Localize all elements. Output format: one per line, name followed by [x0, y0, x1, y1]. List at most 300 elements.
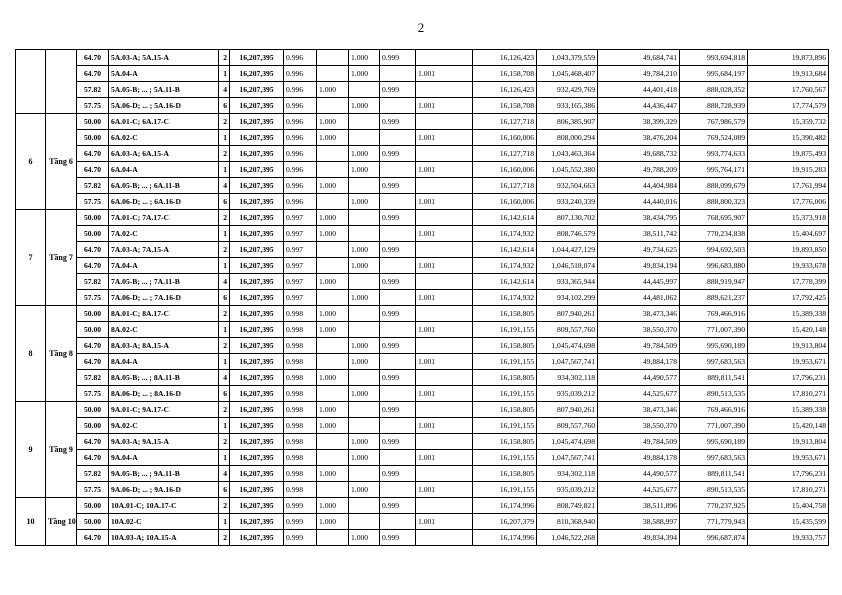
coef-type-cell: 1.000	[349, 258, 380, 274]
total-before-vat-cell: 808,749,821	[537, 498, 598, 514]
land-use-fee-cell: 38,511,742	[598, 226, 680, 242]
coef-type-cell	[349, 82, 380, 98]
area-cell: 64.70	[77, 434, 109, 450]
price-excl-fee-cell: 771,007,390	[680, 418, 748, 434]
table-row	[16, 226, 829, 242]
coef-floor-cell: 0.998	[284, 466, 317, 482]
price-excl-fee-cell: 771,779,943	[680, 514, 748, 530]
price-excl-fee-cell: 889,811,541	[680, 466, 748, 482]
coef-floor-cell: 0.997	[284, 226, 317, 242]
coef-type-cell	[349, 274, 380, 290]
coef-position-cell	[380, 322, 416, 338]
price-excl-fee-cell: 888,099,679	[680, 178, 748, 194]
unit-price-cell: 16,126,423	[473, 50, 537, 66]
price-excl-fee-cell: 771,007,390	[680, 322, 748, 338]
table-row	[16, 242, 829, 258]
base-price-cell: 16,207,395	[230, 274, 284, 290]
quantity-cell: 4	[219, 466, 230, 482]
price-excl-fee-cell: 888,028,352	[680, 82, 748, 98]
coef-type-cell	[349, 178, 380, 194]
coef-type-cell: 1.000	[349, 290, 380, 306]
unit-codes-cell: 6A.02-C	[109, 130, 219, 146]
unit-price-cell: 16,127,718	[473, 178, 537, 194]
unit-price-cell: 16,158,805	[473, 466, 537, 482]
area-cell: 57.75	[77, 194, 109, 210]
coef-type-cell: 1.000	[349, 162, 380, 178]
maintenance-fee-cell: 15,390,482	[748, 130, 829, 146]
total-before-vat-cell: 935,039,212	[537, 386, 598, 402]
price-excl-fee-cell: 995,690,189	[680, 338, 748, 354]
coef-view-cell	[317, 530, 349, 546]
base-price-cell: 16,207,395	[230, 178, 284, 194]
area-cell: 57.82	[77, 466, 109, 482]
base-price-cell: 16,207,395	[230, 146, 284, 162]
coef-view-cell: 1.000	[317, 514, 349, 530]
land-use-fee-cell: 44,440,016	[598, 194, 680, 210]
coef-type-cell	[349, 322, 380, 338]
total-before-vat-cell: 807,940,261	[537, 306, 598, 322]
unit-codes-cell: 7A.02-C	[109, 226, 219, 242]
total-before-vat-cell: 934,102,299	[537, 290, 598, 306]
total-before-vat-cell: 1,045,474,698	[537, 434, 598, 450]
quantity-cell: 2	[219, 50, 230, 66]
table-row	[16, 82, 829, 98]
coef-type-cell: 1.000	[349, 386, 380, 402]
maintenance-fee-cell: 19,913,804	[748, 434, 829, 450]
total-before-vat-cell: 810,368,940	[537, 514, 598, 530]
coef-type-cell	[349, 498, 380, 514]
quantity-cell: 1	[219, 258, 230, 274]
coef-position-cell: 0.999	[380, 274, 416, 290]
quantity-cell: 1	[219, 322, 230, 338]
coef-corner-cell: 1.001	[416, 162, 473, 178]
coef-floor-cell: 0.996	[284, 50, 317, 66]
unit-codes-cell: 7A.05-B; ... ; 7A.11-B	[109, 274, 219, 290]
coef-corner-cell: 1.001	[416, 66, 473, 82]
area-cell: 64.70	[77, 66, 109, 82]
area-cell: 57.75	[77, 482, 109, 498]
base-price-cell: 16,207,395	[230, 354, 284, 370]
base-price-cell: 16,207,395	[230, 466, 284, 482]
unit-price-cell: 16,158,708	[473, 66, 537, 82]
maintenance-fee-cell: 15,389,338	[748, 306, 829, 322]
coef-floor-cell: 0.998	[284, 450, 317, 466]
maintenance-fee-cell: 19,915,283	[748, 162, 829, 178]
unit-price-cell: 16,158,805	[473, 402, 537, 418]
base-price-cell: 16,207,395	[230, 114, 284, 130]
total-before-vat-cell: 1,043,463,364	[537, 146, 598, 162]
floor-label-cell: Tầng 9	[46, 402, 77, 498]
total-before-vat-cell: 1,044,427,129	[537, 242, 598, 258]
area-cell: 50.00	[77, 514, 109, 530]
coef-position-cell: 0.999	[380, 370, 416, 386]
price-excl-fee-cell: 769,466,916	[680, 306, 748, 322]
total-before-vat-cell: 935,039,212	[537, 482, 598, 498]
table-row	[16, 386, 829, 402]
coef-corner-cell	[416, 530, 473, 546]
maintenance-fee-cell: 19,953,671	[748, 450, 829, 466]
quantity-cell: 2	[219, 242, 230, 258]
coef-corner-cell	[416, 114, 473, 130]
coef-position-cell	[380, 194, 416, 210]
unit-codes-cell: 5A.03-A; 5A.15-A	[109, 50, 219, 66]
coef-view-cell	[317, 194, 349, 210]
unit-price-cell: 16,160,006	[473, 194, 537, 210]
coef-corner-cell: 1.001	[416, 98, 473, 114]
maintenance-fee-cell: 15,373,918	[748, 210, 829, 226]
price-excl-fee-cell: 889,621,237	[680, 290, 748, 306]
coef-floor-cell: 0.997	[284, 274, 317, 290]
unit-price-cell: 16,174,932	[473, 226, 537, 242]
total-before-vat-cell: 933,165,386	[537, 98, 598, 114]
unit-price-cell: 16,158,805	[473, 338, 537, 354]
area-cell: 50.00	[77, 498, 109, 514]
floor-number-cell: 6	[16, 114, 46, 210]
coef-corner-cell	[416, 146, 473, 162]
table-row	[16, 66, 829, 82]
total-before-vat-cell: 808,000,294	[537, 130, 598, 146]
total-before-vat-cell: 808,746,579	[537, 226, 598, 242]
maintenance-fee-cell: 17,796,231	[748, 370, 829, 386]
table-row	[16, 210, 829, 226]
base-price-cell: 16,207,395	[230, 322, 284, 338]
land-use-fee-cell: 49,734,625	[598, 242, 680, 258]
coef-type-cell: 1.000	[349, 194, 380, 210]
unit-codes-cell: 5A.05-B; ... ; 5A.11-B	[109, 82, 219, 98]
base-price-cell: 16,207,395	[230, 226, 284, 242]
coef-floor-cell: 0.998	[284, 338, 317, 354]
quantity-cell: 4	[219, 82, 230, 98]
coef-position-cell: 0.999	[380, 178, 416, 194]
price-excl-fee-cell: 767,986,579	[680, 114, 748, 130]
area-cell: 64.70	[77, 146, 109, 162]
table-row	[16, 146, 829, 162]
unit-price-cell: 16,191,155	[473, 450, 537, 466]
coef-floor-cell: 0.998	[284, 402, 317, 418]
floor-label-cell: Tầng 10	[46, 498, 77, 546]
land-use-fee-cell: 38,550,370	[598, 418, 680, 434]
price-excl-fee-cell: 888,728,939	[680, 98, 748, 114]
area-cell: 57.82	[77, 178, 109, 194]
price-excl-fee-cell: 994,692,503	[680, 242, 748, 258]
unit-price-cell: 16,158,805	[473, 306, 537, 322]
total-before-vat-cell: 1,047,567,741	[537, 354, 598, 370]
coef-position-cell: 0.999	[380, 242, 416, 258]
unit-price-cell: 16,174,932	[473, 258, 537, 274]
maintenance-fee-cell: 19,875,493	[748, 146, 829, 162]
coef-view-cell: 1.000	[317, 226, 349, 242]
unit-codes-cell: 6A.04-A	[109, 162, 219, 178]
unit-codes-cell: 6A.01-C; 6A.17-C	[109, 114, 219, 130]
price-excl-fee-cell: 890,513,535	[680, 482, 748, 498]
unit-price-cell: 16,142,614	[473, 274, 537, 290]
coef-view-cell	[317, 290, 349, 306]
coef-type-cell: 1.000	[349, 530, 380, 546]
total-before-vat-cell: 806,385,907	[537, 114, 598, 130]
coef-type-cell	[349, 114, 380, 130]
land-use-fee-cell: 44,490,577	[598, 370, 680, 386]
coef-position-cell	[380, 98, 416, 114]
area-cell: 64.70	[77, 450, 109, 466]
land-use-fee-cell: 38,476,204	[598, 130, 680, 146]
base-price-cell: 16,207,395	[230, 290, 284, 306]
coef-position-cell: 0.999	[380, 466, 416, 482]
quantity-cell: 2	[219, 434, 230, 450]
land-use-fee-cell: 44,404,984	[598, 178, 680, 194]
area-cell: 64.70	[77, 530, 109, 546]
unit-codes-cell: 9A.06-D; ... ; 9A.16-D	[109, 482, 219, 498]
area-cell: 57.82	[77, 370, 109, 386]
quantity-cell: 2	[219, 114, 230, 130]
coef-view-cell: 1.000	[317, 402, 349, 418]
floor-number-cell: 9	[16, 402, 46, 498]
coef-type-cell	[349, 418, 380, 434]
area-cell: 64.70	[77, 338, 109, 354]
table-row	[16, 370, 829, 386]
total-before-vat-cell: 807,940,261	[537, 402, 598, 418]
coef-floor-cell: 0.997	[284, 210, 317, 226]
coef-view-cell: 1.000	[317, 82, 349, 98]
unit-codes-cell: 6A.03-A; 6A.15-A	[109, 146, 219, 162]
coef-view-cell: 1.000	[317, 498, 349, 514]
coef-type-cell: 1.000	[349, 242, 380, 258]
coef-corner-cell: 1.001	[416, 450, 473, 466]
unit-codes-cell: 6A.06-D; ... ; 6A.16-D	[109, 194, 219, 210]
coef-position-cell	[380, 482, 416, 498]
table-row	[16, 194, 829, 210]
coef-corner-cell	[416, 338, 473, 354]
land-use-fee-cell: 44,436,447	[598, 98, 680, 114]
land-use-fee-cell: 49,788,209	[598, 162, 680, 178]
base-price-cell: 16,207,395	[230, 370, 284, 386]
page-number: 2	[417, 20, 425, 35]
land-use-fee-cell: 49,834,194	[598, 258, 680, 274]
coef-floor-cell: 0.998	[284, 354, 317, 370]
coef-corner-cell	[416, 242, 473, 258]
coef-view-cell	[317, 146, 349, 162]
coef-type-cell: 1.000	[349, 450, 380, 466]
maintenance-fee-cell: 17,776,006	[748, 194, 829, 210]
apartment-price-table	[15, 49, 829, 546]
price-excl-fee-cell: 890,513,535	[680, 386, 748, 402]
area-cell: 50.00	[77, 402, 109, 418]
total-before-vat-cell: 807,130,702	[537, 210, 598, 226]
land-use-fee-cell: 49,884,178	[598, 354, 680, 370]
land-use-fee-cell: 49,784,509	[598, 338, 680, 354]
land-use-fee-cell: 38,399,329	[598, 114, 680, 130]
base-price-cell: 16,207,395	[230, 210, 284, 226]
unit-price-cell: 16,191,155	[473, 482, 537, 498]
land-use-fee-cell: 49,784,210	[598, 66, 680, 82]
maintenance-fee-cell: 17,774,579	[748, 98, 829, 114]
coef-position-cell: 0.999	[380, 338, 416, 354]
land-use-fee-cell: 49,884,178	[598, 450, 680, 466]
coef-type-cell: 1.000	[349, 66, 380, 82]
coef-corner-cell	[416, 466, 473, 482]
coef-corner-cell	[416, 402, 473, 418]
table-row	[16, 98, 829, 114]
base-price-cell: 16,207,395	[230, 402, 284, 418]
price-excl-fee-cell: 995,764,171	[680, 162, 748, 178]
land-use-fee-cell: 38,511,896	[598, 498, 680, 514]
table-row	[16, 466, 829, 482]
base-price-cell: 16,207,395	[230, 66, 284, 82]
coef-view-cell: 1.000	[317, 322, 349, 338]
land-use-fee-cell: 49,834,394	[598, 530, 680, 546]
total-before-vat-cell: 933,240,339	[537, 194, 598, 210]
maintenance-fee-cell: 15,404,697	[748, 226, 829, 242]
coef-view-cell	[317, 258, 349, 274]
unit-codes-cell: 7A.06-D; ... ; 7A.16-D	[109, 290, 219, 306]
base-price-cell: 16,207,395	[230, 162, 284, 178]
coef-corner-cell	[416, 306, 473, 322]
coef-corner-cell: 1.001	[416, 482, 473, 498]
table-row	[16, 290, 829, 306]
price-excl-fee-cell: 769,524,089	[680, 130, 748, 146]
area-cell: 64.70	[77, 50, 109, 66]
coef-corner-cell: 1.001	[416, 418, 473, 434]
unit-codes-cell: 8A.06-D; ... ; 8A.16-D	[109, 386, 219, 402]
maintenance-fee-cell: 15,435,599	[748, 514, 829, 530]
quantity-cell: 1	[219, 514, 230, 530]
coef-view-cell	[317, 162, 349, 178]
total-before-vat-cell: 1,046,522,268	[537, 530, 598, 546]
maintenance-fee-cell: 19,933,678	[748, 258, 829, 274]
coef-corner-cell: 1.001	[416, 130, 473, 146]
coef-view-cell: 1.000	[317, 114, 349, 130]
unit-codes-cell: 8A.04-A	[109, 354, 219, 370]
coef-corner-cell	[416, 498, 473, 514]
price-excl-fee-cell: 768,695,907	[680, 210, 748, 226]
maintenance-fee-cell: 17,810,271	[748, 386, 829, 402]
base-price-cell: 16,207,395	[230, 418, 284, 434]
coef-floor-cell: 0.998	[284, 434, 317, 450]
coef-type-cell	[349, 226, 380, 242]
coef-view-cell: 1.000	[317, 178, 349, 194]
area-cell: 64.70	[77, 162, 109, 178]
area-cell: 64.70	[77, 242, 109, 258]
price-excl-fee-cell: 997,683,563	[680, 354, 748, 370]
land-use-fee-cell: 49,684,741	[598, 50, 680, 66]
price-excl-fee-cell: 770,234,838	[680, 226, 748, 242]
area-cell: 50.00	[77, 322, 109, 338]
unit-price-cell: 16,191,155	[473, 386, 537, 402]
area-cell: 57.82	[77, 274, 109, 290]
coef-position-cell: 0.999	[380, 146, 416, 162]
coef-corner-cell: 1.001	[416, 514, 473, 530]
coef-floor-cell: 0.998	[284, 418, 317, 434]
unit-codes-cell: 8A.03-A; 8A.15-A	[109, 338, 219, 354]
unit-price-cell: 16,142,614	[473, 242, 537, 258]
floor-label-cell: Tầng 6	[46, 114, 77, 210]
area-cell: 50.00	[77, 226, 109, 242]
area-cell: 50.00	[77, 114, 109, 130]
quantity-cell: 6	[219, 98, 230, 114]
coef-corner-cell	[416, 210, 473, 226]
coef-type-cell: 1.000	[349, 354, 380, 370]
unit-price-cell: 16,158,805	[473, 370, 537, 386]
coef-type-cell: 1.000	[349, 434, 380, 450]
floor-number-cell: 10	[16, 498, 46, 546]
total-before-vat-cell: 809,557,760	[537, 322, 598, 338]
unit-price-cell: 16,158,708	[473, 98, 537, 114]
land-use-fee-cell: 49,688,732	[598, 146, 680, 162]
coef-position-cell: 0.999	[380, 50, 416, 66]
area-cell: 50.00	[77, 418, 109, 434]
coef-position-cell: 0.999	[380, 210, 416, 226]
maintenance-fee-cell: 17,761,994	[748, 178, 829, 194]
land-use-fee-cell: 38,473,346	[598, 402, 680, 418]
table-row	[16, 130, 829, 146]
base-price-cell: 16,207,395	[230, 194, 284, 210]
coef-position-cell	[380, 130, 416, 146]
land-use-fee-cell: 38,473,346	[598, 306, 680, 322]
unit-price-cell: 16,127,718	[473, 114, 537, 130]
maintenance-fee-cell: 19,933,757	[748, 530, 829, 546]
total-before-vat-cell: 1,046,518,074	[537, 258, 598, 274]
maintenance-fee-cell: 15,389,338	[748, 402, 829, 418]
coef-floor-cell: 0.999	[284, 530, 317, 546]
coef-type-cell	[349, 370, 380, 386]
unit-price-cell: 16,160,006	[473, 162, 537, 178]
maintenance-fee-cell: 17,796,231	[748, 466, 829, 482]
quantity-cell: 1	[219, 66, 230, 82]
area-cell: 57.82	[77, 82, 109, 98]
floor-label-cell: Tầng 8	[46, 306, 77, 402]
land-use-fee-cell: 44,490,577	[598, 466, 680, 482]
table-row	[16, 338, 829, 354]
area-cell: 57.75	[77, 290, 109, 306]
coef-floor-cell: 0.996	[284, 114, 317, 130]
unit-price-cell: 16,142,614	[473, 210, 537, 226]
coef-position-cell	[380, 514, 416, 530]
base-price-cell: 16,207,395	[230, 530, 284, 546]
coef-floor-cell: 0.996	[284, 178, 317, 194]
coef-floor-cell: 0.998	[284, 370, 317, 386]
coef-floor-cell: 0.999	[284, 514, 317, 530]
price-excl-fee-cell: 995,684,197	[680, 66, 748, 82]
area-cell: 50.00	[77, 130, 109, 146]
total-before-vat-cell: 933,365,944	[537, 274, 598, 290]
coef-corner-cell: 1.001	[416, 258, 473, 274]
coef-position-cell: 0.999	[380, 402, 416, 418]
price-excl-fee-cell: 996,683,880	[680, 258, 748, 274]
table-row	[16, 434, 829, 450]
total-before-vat-cell: 1,043,379,559	[537, 50, 598, 66]
coef-position-cell	[380, 418, 416, 434]
coef-floor-cell: 0.996	[284, 66, 317, 82]
base-price-cell: 16,207,395	[230, 450, 284, 466]
maintenance-fee-cell: 15,420,148	[748, 418, 829, 434]
land-use-fee-cell: 44,445,997	[598, 274, 680, 290]
coef-view-cell: 1.000	[317, 466, 349, 482]
unit-codes-cell: 10A.03-A; 10A.15-A	[109, 530, 219, 546]
quantity-cell: 6	[219, 290, 230, 306]
land-use-fee-cell: 44,481,062	[598, 290, 680, 306]
coef-type-cell	[349, 402, 380, 418]
price-excl-fee-cell: 995,690,189	[680, 434, 748, 450]
base-price-cell: 16,207,395	[230, 98, 284, 114]
table-row	[16, 162, 829, 178]
table-row	[16, 178, 829, 194]
unit-codes-cell: 8A.02-C	[109, 322, 219, 338]
coef-view-cell: 1.000	[317, 274, 349, 290]
total-before-vat-cell: 809,557,760	[537, 418, 598, 434]
coef-corner-cell: 1.001	[416, 194, 473, 210]
unit-codes-cell: 5A.04-A	[109, 66, 219, 82]
table-row	[16, 482, 829, 498]
land-use-fee-cell: 49,784,509	[598, 434, 680, 450]
